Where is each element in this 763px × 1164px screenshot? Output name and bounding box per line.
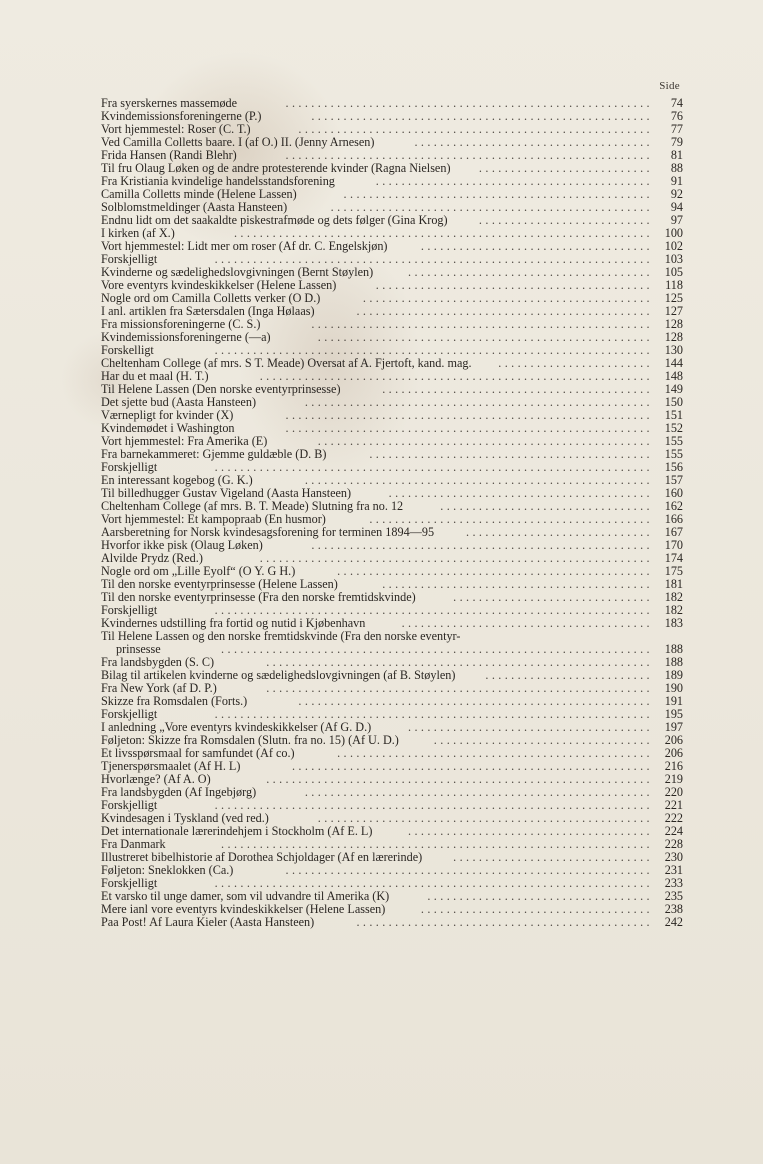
entry-title: Endnu lidt om det saakaldte piskestrafmøde og dets følger (Gina Krog): [101, 213, 448, 227]
entry-page-number: 167: [664, 525, 683, 539]
entry-page-number: 197: [664, 720, 683, 734]
entry-title: Kvinderne og sædelighedslovgivningen (Bernt Støylen): [101, 265, 374, 279]
entry-title: Føljeton: Sneklokken (Ca.): [101, 863, 234, 877]
entry-page-number: 190: [664, 681, 683, 695]
entry-page-number: 174: [664, 551, 683, 565]
leader-dots: ...........................................: [375, 279, 653, 292]
entry-page-number: 224: [664, 824, 683, 838]
entry-page-number: 216: [664, 759, 683, 773]
leader-dots: ...................................................................: [221, 643, 653, 656]
entry-title: Vore eventyrs kvindeskikkelser (Helene Lassen): [101, 278, 337, 292]
entry-title: Vort hjemmestel: Et kampopraab (En husmor): [101, 512, 326, 526]
entry-title: Kvindesagen i Tyskland (ved red.): [101, 811, 269, 825]
entry-title: Cheltenham College (af mrs. S T. Meade) Oversat af A. Fjertoft, kand. mag.: [101, 356, 472, 370]
toc-entry: [101, 825, 683, 838]
leader-dots: .......................................................: [298, 695, 653, 708]
entry-page-number: 183: [664, 616, 683, 630]
entry-title: Fra syerskernes massemøde: [101, 96, 238, 110]
entry-page-number: 182: [664, 603, 683, 617]
entry-page-number: 182: [664, 590, 683, 604]
leader-dots: ..................................................: [330, 201, 653, 214]
entry-page-number: 152: [664, 421, 683, 435]
entry-title: Kvindemissionsforeningerne (—a): [101, 330, 271, 344]
leader-dots: .......................................: [401, 617, 653, 630]
entry-title: prinsesse: [116, 642, 161, 656]
entry-title: Har du et maal (H. T.): [101, 369, 209, 383]
leader-dots: ....................................................: [317, 435, 653, 448]
leader-dots: ............................................................: [266, 682, 653, 695]
entry-page-number: 170: [664, 538, 683, 552]
entry-title: Forskjelligt: [101, 603, 158, 617]
leader-dots: ...............................: [453, 591, 653, 604]
entry-page-number: 118: [665, 278, 683, 292]
toc-entry: [101, 448, 683, 461]
entry-title: Alvilde Prydz (Red.): [101, 551, 203, 565]
entry-title: Fra Danmark: [101, 837, 166, 851]
leader-dots: .................................: [440, 500, 653, 513]
entry-title: Forskjelligt: [101, 252, 158, 266]
toc-entry: [101, 331, 683, 344]
entry-page-number: 222: [664, 811, 683, 825]
leader-dots: ......................................: [408, 721, 653, 734]
leader-dots: .............................................: [362, 292, 653, 305]
entry-page-number: 221: [664, 798, 683, 812]
entry-page-number: 220: [664, 785, 683, 799]
entry-page-number: 88: [670, 161, 683, 175]
entry-title: Vort hjemmestel: Fra Amerika (E): [101, 434, 268, 448]
entry-page-number: 238: [664, 902, 683, 916]
leader-dots: ............................................................: [266, 656, 653, 669]
leader-dots: .............................: [466, 526, 653, 539]
leader-dots: ................................................: [343, 188, 653, 201]
leader-dots: .....................................: [414, 136, 653, 149]
leader-dots: .....................................................: [311, 110, 653, 123]
entry-title: Forskjelligt: [101, 798, 158, 812]
leader-dots: ..................................: [433, 734, 653, 747]
toc-entry: [101, 864, 683, 877]
entry-page-number: 189: [664, 668, 683, 682]
entry-page-number: 79: [670, 135, 683, 149]
leader-dots: ...........................................: [375, 175, 653, 188]
toc-entry: [101, 916, 683, 929]
leader-dots: ....................................................: [317, 812, 653, 825]
entry-title: Cheltenham College (af mrs. B. T. Meade) Slutning fra no. 12: [101, 499, 404, 513]
entry-page-number: 74: [670, 96, 683, 110]
entry-page-number: 148: [664, 369, 683, 383]
entry-page-number: 151: [664, 408, 683, 422]
entry-page-number: 105: [664, 265, 683, 279]
toc-entry: [101, 786, 683, 799]
toc-entry: [101, 695, 683, 708]
entry-page-number: 155: [664, 447, 683, 461]
entry-page-number: 157: [664, 473, 683, 487]
entry-page-number: 76: [670, 109, 683, 123]
entry-title: Fra landsbygden (S. C): [101, 655, 215, 669]
entry-page-number: 100: [664, 226, 683, 240]
entry-title: I anledning „Vore eventyrs kvindeskikkelser (Af G. D.): [101, 720, 372, 734]
entry-title: Bilag til artikelen kvinderne og sædelighedslovgivningen (af B. Støylen): [101, 668, 456, 682]
leader-dots: ............................................................: [266, 773, 653, 786]
entry-page-number: 81: [670, 148, 683, 162]
leader-dots: .................................................: [337, 565, 653, 578]
entry-page-number: 91: [670, 174, 683, 188]
entry-title: Forskjelligt: [101, 876, 158, 890]
toc-entry: [101, 240, 683, 253]
entry-page-number: 77: [670, 122, 683, 136]
entry-page-number: 155: [664, 434, 683, 448]
leader-dots: ..............................................: [356, 916, 653, 929]
leader-dots: ....................................................: [317, 331, 653, 344]
leader-dots: .........................................................: [285, 864, 653, 877]
leader-dots: .........................................................: [285, 149, 653, 162]
entry-title: Værnepligt for kvinder (X): [101, 408, 234, 422]
leader-dots: ...................................................................: [221, 838, 653, 851]
entry-page-number: 125: [664, 291, 683, 305]
entry-page-number: 94: [670, 200, 683, 214]
leader-dots: ....................................................................: [214, 344, 653, 357]
entry-title: Føljeton: Skizze fra Romsdalen (Slutn. fra no. 15) (Af U. D.): [101, 733, 399, 747]
entry-title: Det internationale lærerindehjem i Stockholm (Af E. L): [101, 824, 373, 838]
entry-page-number: 144: [664, 356, 683, 370]
leader-dots: ...................................: [427, 890, 653, 903]
leader-dots: ......................................................: [304, 474, 653, 487]
entry-page-number: 130: [664, 343, 683, 357]
leader-dots: ....................................................................: [214, 604, 653, 617]
leader-dots: .............................................................: [259, 370, 653, 383]
entry-title: Aarsberetning for Norsk kvindesagsforening for terminen 1894—95: [101, 525, 435, 539]
entry-title: Et varsko til unge damer, som vil udvandre til Amerika (K): [101, 889, 390, 903]
entry-page-number: 228: [664, 837, 683, 851]
leader-dots: ..........................................: [382, 383, 653, 396]
entry-title: Frida Hansen (Randi Blehr): [101, 148, 237, 162]
entry-page-number: 160: [664, 486, 683, 500]
entry-title: Fra missionsforeningerne (C. S.): [101, 317, 261, 331]
entry-title: Fra New York (af D. P.): [101, 681, 217, 695]
leader-dots: ....................................................................: [214, 461, 653, 474]
leader-dots: ......................................................: [304, 396, 653, 409]
entry-title: Vort hjemmestel: Roser (C. T.): [101, 122, 251, 136]
toc-entry: [101, 630, 683, 643]
entry-title: Til Helene Lassen (Den norske eventyrprinsesse): [101, 382, 341, 396]
entry-title: Fra Kristiania kvindelige handelsstandsforening: [101, 174, 335, 188]
entry-title: Nogle ord om „Lille Eyolf“ (O Y. G H.): [101, 564, 296, 578]
entry-page-number: 156: [664, 460, 683, 474]
toc-entry: [101, 214, 683, 227]
entry-page-number: 102: [664, 239, 683, 253]
entry-page-number: 231: [664, 863, 683, 877]
entry-title: Hvorfor ikke pisk (Olaug Løken): [101, 538, 263, 552]
leader-dots: ....................................................................: [214, 253, 653, 266]
entry-title: Til Helene Lassen og den norske fremtidskvinde (Fra den norske eventyr-: [101, 629, 461, 643]
leader-dots: ......................................: [408, 266, 653, 279]
leader-dots: ....................................................................: [214, 799, 653, 812]
entry-page-number: 166: [664, 512, 683, 526]
entry-page-number: 235: [664, 889, 683, 903]
entry-page-number: 175: [664, 564, 683, 578]
entry-page-number: 195: [664, 707, 683, 721]
entry-title: Det sjette bud (Aasta Hansteen): [101, 395, 256, 409]
leader-dots: ......................................................: [304, 786, 653, 799]
entry-title: I anl. artiklen fra Sætersdalen (Inga Hølaas): [101, 304, 315, 318]
entry-page-number: 242: [664, 915, 683, 929]
entry-page-number: 233: [664, 876, 683, 890]
entry-page-number: 162: [664, 499, 683, 513]
leader-dots: .....................................................: [311, 539, 653, 552]
entry-title: Forskjelligt: [101, 707, 158, 721]
leader-dots: .........................................................: [285, 422, 653, 435]
entry-page-number: 128: [664, 330, 683, 344]
leader-dots: .......................................................: [298, 123, 653, 136]
entry-title: Paa Post! Af Laura Kieler (Aasta Hansteen): [101, 915, 315, 929]
entry-page-number: 188: [664, 642, 683, 656]
leader-dots: .........................................................: [285, 97, 653, 110]
leader-dots: ..........................................: [382, 578, 653, 591]
leader-dots: ....................................................................: [214, 708, 653, 721]
entry-page-number: 219: [664, 772, 683, 786]
entry-page-number: 127: [664, 304, 683, 318]
leader-dots: ....................................: [420, 903, 653, 916]
leader-dots: ...........................: [478, 214, 653, 227]
leader-dots: ......................................: [408, 825, 653, 838]
entry-page-number: 149: [664, 382, 683, 396]
entry-title: Nogle ord om Camilla Colletts verker (O D.): [101, 291, 321, 305]
entry-page-number: 230: [664, 850, 683, 864]
leader-dots: .................................................: [337, 747, 653, 760]
entry-title: Forskelligt: [101, 343, 154, 357]
entry-title: Tjenerspørsmaalet (Af H. L): [101, 759, 241, 773]
leader-dots: .................................................................: [233, 227, 653, 240]
entry-title: Mere ianl vore eventyrs kvindeskikkelser (Helene Lassen): [101, 902, 386, 916]
entry-title: Forskjelligt: [101, 460, 158, 474]
leader-dots: .........................................................: [285, 409, 653, 422]
leader-dots: ...............................: [453, 851, 653, 864]
leader-dots: .........................................: [388, 487, 653, 500]
entry-page-number: 97: [670, 213, 683, 227]
leader-dots: ........................................................: [291, 760, 653, 773]
entry-title: Solblomstmeldinger (Aasta Hansteen): [101, 200, 288, 214]
entry-title: Skizze fra Romsdalen (Forts.): [101, 694, 248, 708]
leader-dots: ............................................: [369, 513, 653, 526]
table-of-contents: [101, 97, 683, 929]
entry-title: Illustreret bibelhistorie af Dorothea Schjoldager (Af en lærerinde): [101, 850, 423, 864]
entry-title: En interessant kogebog (G. K.): [101, 473, 253, 487]
leader-dots: ..........................: [485, 669, 653, 682]
entry-title: Til fru Olaug Løken og de andre protesterende kvinder (Ragna Nielsen): [101, 161, 451, 175]
entry-page-number: 191: [664, 694, 683, 708]
entry-title: Kvindemødet i Washington: [101, 421, 235, 435]
entry-title: Kvindernes udstilling fra fortid og nutid i Kjøbenhavn: [101, 616, 366, 630]
entry-title: Hvorlænge? (Af A. O): [101, 772, 211, 786]
entry-page-number: 206: [664, 733, 683, 747]
leader-dots: ...........................: [478, 162, 653, 175]
entry-page-number: 150: [664, 395, 683, 409]
entry-page-number: 103: [664, 252, 683, 266]
leader-dots: .....................................................: [311, 318, 653, 331]
leader-dots: ....................................: [420, 240, 653, 253]
entry-title: Camilla Colletts minde (Helene Lassen): [101, 187, 297, 201]
entry-title: I kirken (af X.): [101, 226, 175, 240]
entry-title: Ved Camilla Colletts baare. I (af O.) II. (Jenny Arnesen): [101, 135, 375, 149]
entry-page-number: 188: [664, 655, 683, 669]
leader-dots: .............................................................: [259, 552, 653, 565]
entry-title: Vort hjemmestel: Lidt mer om roser (Af dr. C. Engelskjøn): [101, 239, 388, 253]
leader-dots: ....................................................................: [214, 877, 653, 890]
entry-title: Fra landsbygden (Af Ingebjørg): [101, 785, 257, 799]
entry-title: Et livsspørsmaal for samfundet (Af co.): [101, 746, 295, 760]
entry-page-number: 92: [670, 187, 683, 201]
entry-title: Til billedhugger Gustav Vigeland (Aasta Hansteen): [101, 486, 352, 500]
entry-page-number: 181: [664, 577, 683, 591]
leader-dots: ..............................................: [356, 305, 653, 318]
toc-entry: [101, 591, 683, 604]
leader-dots: ........................: [498, 357, 653, 370]
entry-title: Til den norske eventyrprinsesse (Fra den norske fremtidskvinde): [101, 590, 416, 604]
entry-page-number: 206: [664, 746, 683, 760]
leader-dots: ............................................: [369, 448, 653, 461]
entry-title: Til den norske eventyrprinsesse (Helene Lassen): [101, 577, 338, 591]
entry-page-number: 128: [664, 317, 683, 331]
entry-title: Fra barnekammeret: Gjemme guldæble (D. B): [101, 447, 327, 461]
page-column-header: Side: [659, 80, 680, 92]
entry-title: Kvindemissionsforeningerne (P.): [101, 109, 262, 123]
